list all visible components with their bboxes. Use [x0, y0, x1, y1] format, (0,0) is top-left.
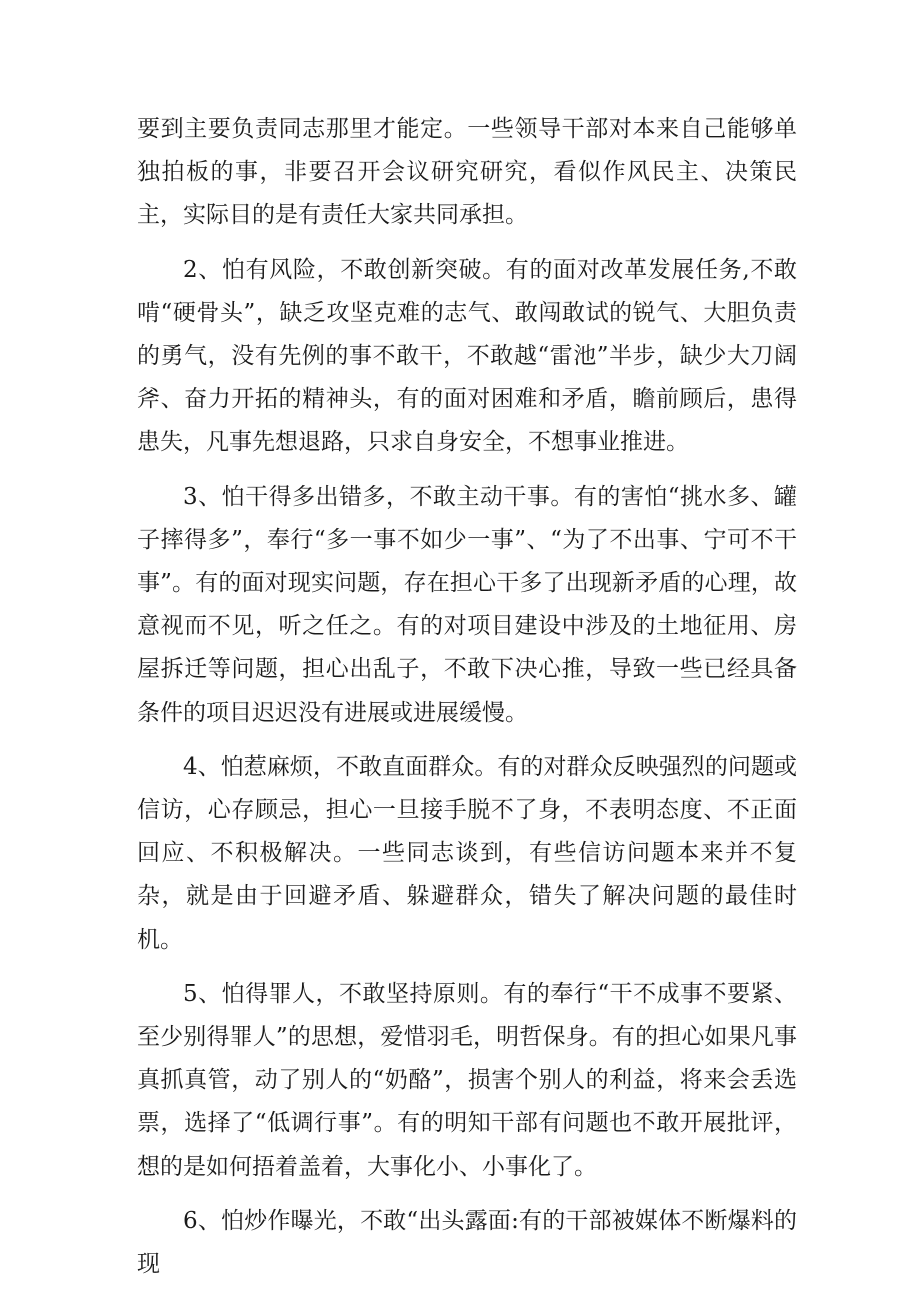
paragraph-item-3: 3、怕干得多出错多，不敢主动干事。有的害怕“挑水多、罐子摔得多”，奉行“多一事不如少一事”、“为了不出事、宁可不干事”。有的面对现实问题，存在担心干多了出现新矛盾的心理，故意视而不见，听之任之。有的对项目建设中涉及的土地征用、房屋拆迁等问题，担心出乱子，不敢下决心推，导致一些已经具备条件的项目迟迟没有进展或进展缓慢。: [137, 483, 797, 726]
paragraph-item-5: 5、怕得罪人，不敢坚持原则。有的奉行“干不成事不要紧、至少别得罪人”的思想，爱惜羽毛，明哲保身。有的担心如果凡事真抓真管，动了别人的“奶酪”，损害个别人的利益，将来会丢选票，选择了“低调行事”。有的明知干部有问题也不敢开展批评，想的是如何捂着盖着，大事化小、小事化了。: [137, 980, 797, 1180]
paragraph-continuation: 要到主要负责同志那里才能定。一些领导干部对本来自己能够单独拍板的事，非要召开会议研究研究，看似作风民主、决策民主，实际目的是有责任大家共同承担。: [137, 116, 797, 229]
paragraph-item-4: 4、怕惹麻烦，不敢直面群众。有的对群众反映强烈的问题或信访，心存顾忌，担心一旦接手脱不了身，不表明态度、不正面回应、不积极解决。一些同志谈到，有些信访问题本来并不复杂，就是由于回避矛盾、躲避群众，错失了解决问题的最佳时机。: [137, 753, 797, 953]
paragraph-item-6: 6、怕炒作曝光，不敢“出头露面:有的干部被媒体不断爆料的现: [137, 1207, 797, 1278]
document-body: [137, 108, 797, 1286]
paragraph-item-2: 2、怕有风险，不敢创新突破。有的面对改革发展任务,不敢啃“硬骨头”，缺乏攻坚克难的志气、敢闯敢试的锐气、大胆负责的勇气，没有先例的事不敢干，不敢越“雷池”半步，缺少大刀阔斧、奋力开拓的精神头，有的面对困难和矛盾，瞻前顾后，患得患失，凡事先想退路，只求自身安全，不想事业推进。: [137, 256, 797, 456]
